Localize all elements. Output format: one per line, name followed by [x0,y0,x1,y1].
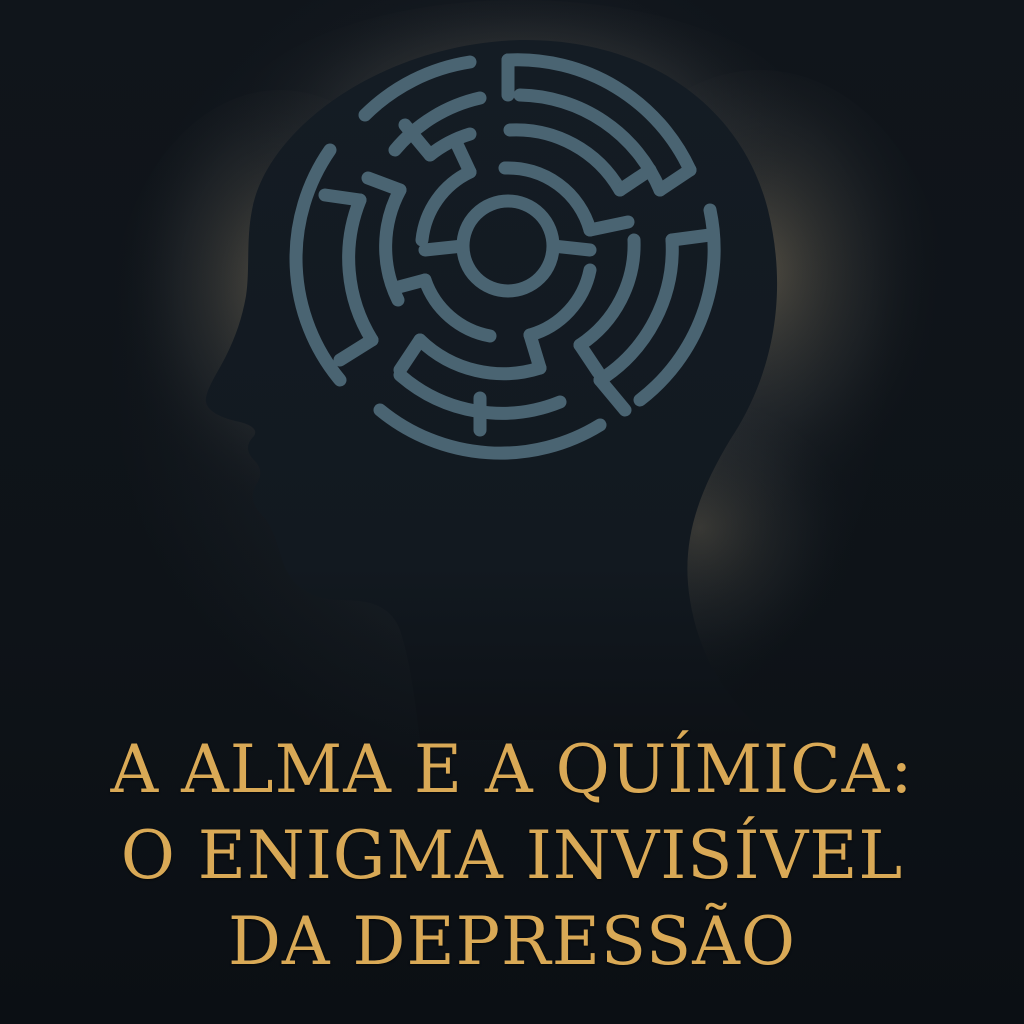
head-silhouette-icon [206,40,777,740]
title-line-1: A ALMA E A QUÍMICA: [110,731,914,808]
title-line-2: O ENIGMA INVISÍVEL [120,817,904,894]
title-line-3: DA DEPRESSÃO [228,903,796,980]
book-title [0,728,1024,986]
